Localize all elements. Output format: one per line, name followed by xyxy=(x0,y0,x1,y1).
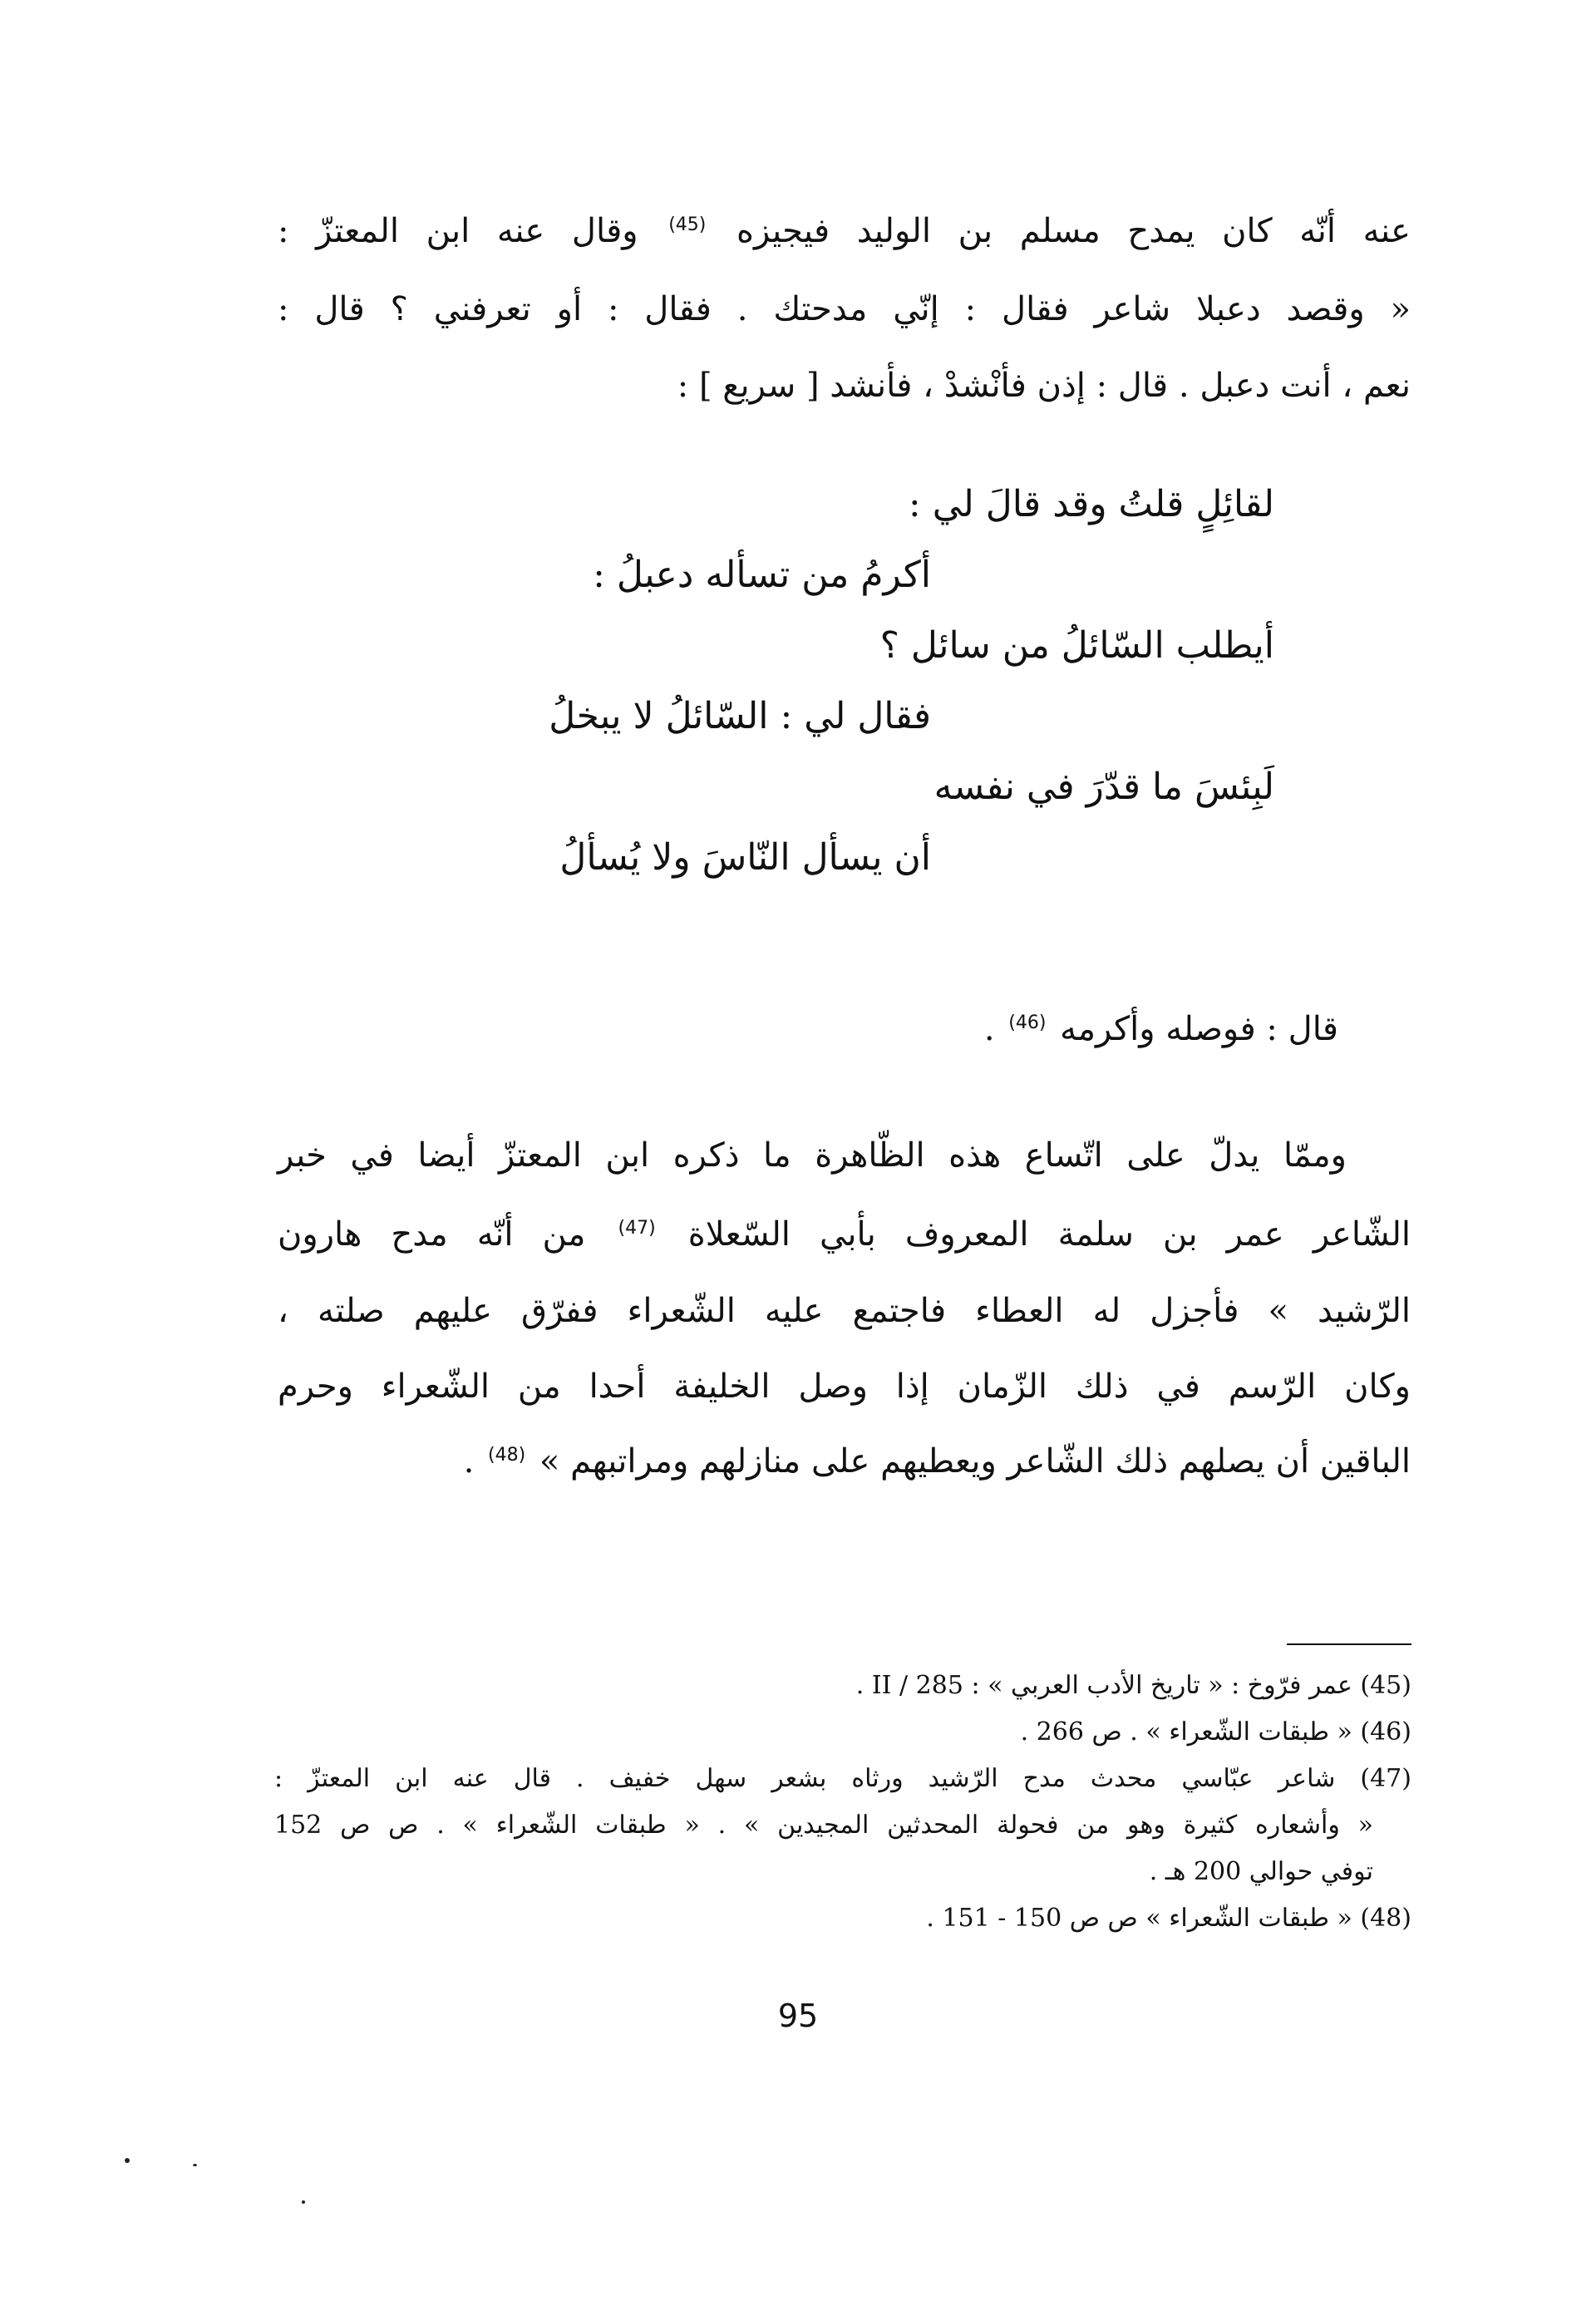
verse-line-4: فقال لي : السّائلُ لا يبخلُ xyxy=(549,695,931,737)
verse-line-3: أيطلب السّائلُ من سائل ؟ xyxy=(879,624,1274,667)
paragraph-1-line-1: عنه أنّه كان يمدح مسلم بن الوليد فيجيزه (45) وقال عنه ابن المعتزّ : xyxy=(278,212,1411,250)
footnote-45: (45) عمر فرّوخ : « تاريخ الأدب العربي » : II / 285 . xyxy=(855,1671,1411,1700)
paragraph-2: قال : فوصله وأكرمه (46) . xyxy=(983,1010,1338,1048)
footnote-46: (46) « طبقات الشّعراء » . ص 266 . xyxy=(1020,1717,1411,1747)
footnote-48: (48) « طبقات الشّعراء » ص ص 150 - 151 . xyxy=(926,1904,1411,1933)
scan-speck xyxy=(302,2200,305,2204)
paragraph-3-line-4: وكان الرّسم في ذلك الزّمان إذا وصل الخليفة أحدا من الشّعراء وحرم xyxy=(278,1367,1411,1406)
page-number: 95 xyxy=(777,1998,819,2034)
paragraph-3-line-5: الباقين أن يصلهم ذلك الشّاعر ويعطيهم على منازلهم ومراتبهم » (48) . xyxy=(463,1442,1411,1481)
paragraph-3-line-1: وممّا يدلّ على اتّساع هذه الظّاهرة ما ذكره ابن المعتزّ أيضا في خبر xyxy=(278,1136,1347,1175)
footnote-47-line-3: توفي حوالي 200 هـ . xyxy=(1149,1857,1373,1886)
footnote-47-line-1: (47) شاعر عبّاسي محدث مدح الرّشيد ورثاه بشعر سهل خفيف . قال عنه ابن المعتزّ : xyxy=(274,1764,1411,1793)
footnote-separator xyxy=(1287,1643,1411,1645)
footnote-ref-46[interactable]: (46) xyxy=(1008,1012,1047,1033)
paragraph-1-line-3: نعم ، أنت دعبل . قال : إذن فأنْشدْ ، فأنشد [ سريع ] : xyxy=(677,367,1411,405)
footnote-ref-45[interactable]: (45) xyxy=(668,214,707,235)
scan-speck xyxy=(125,2158,130,2163)
paragraph-3-line-2: الشّاعر عمر بن سلمة المعروف بأبي السّعلاة (47) من أنّه مدح هارون xyxy=(278,1215,1411,1254)
paragraph-1-line-2: « وقصد دعبلا شاعر فقال : إنّي مدحتك . فقال : أو تعرفني ؟ قال : xyxy=(278,290,1411,328)
footnote-ref-48[interactable]: (48) xyxy=(488,1444,526,1466)
footnote-47-line-2: « وأشعاره كثيرة وهو من فحولة المحدثين المجيدين » . « طبقات الشّعراء » . ص ص 152 xyxy=(274,1811,1373,1840)
verse-line-6: أن يسأل النّاسَ ولا يُسألُ xyxy=(559,836,931,879)
verse-line-2: أكرمُ من تسأله دعبلُ : xyxy=(593,554,931,596)
verse-line-5: لَبِئسَ ما قدّرَ في نفسه xyxy=(933,766,1274,808)
scan-speck xyxy=(193,2164,197,2166)
paragraph-3-line-3: الرّشيد » فأجزل له العطاء فاجتمع عليه الشّعراء ففرّق عليهم صلته ، xyxy=(278,1292,1411,1330)
verse-line-1: لقائِلٍ قلتُ وقد قالَ لي : xyxy=(908,483,1274,525)
footnote-ref-47[interactable]: (47) xyxy=(618,1217,656,1239)
